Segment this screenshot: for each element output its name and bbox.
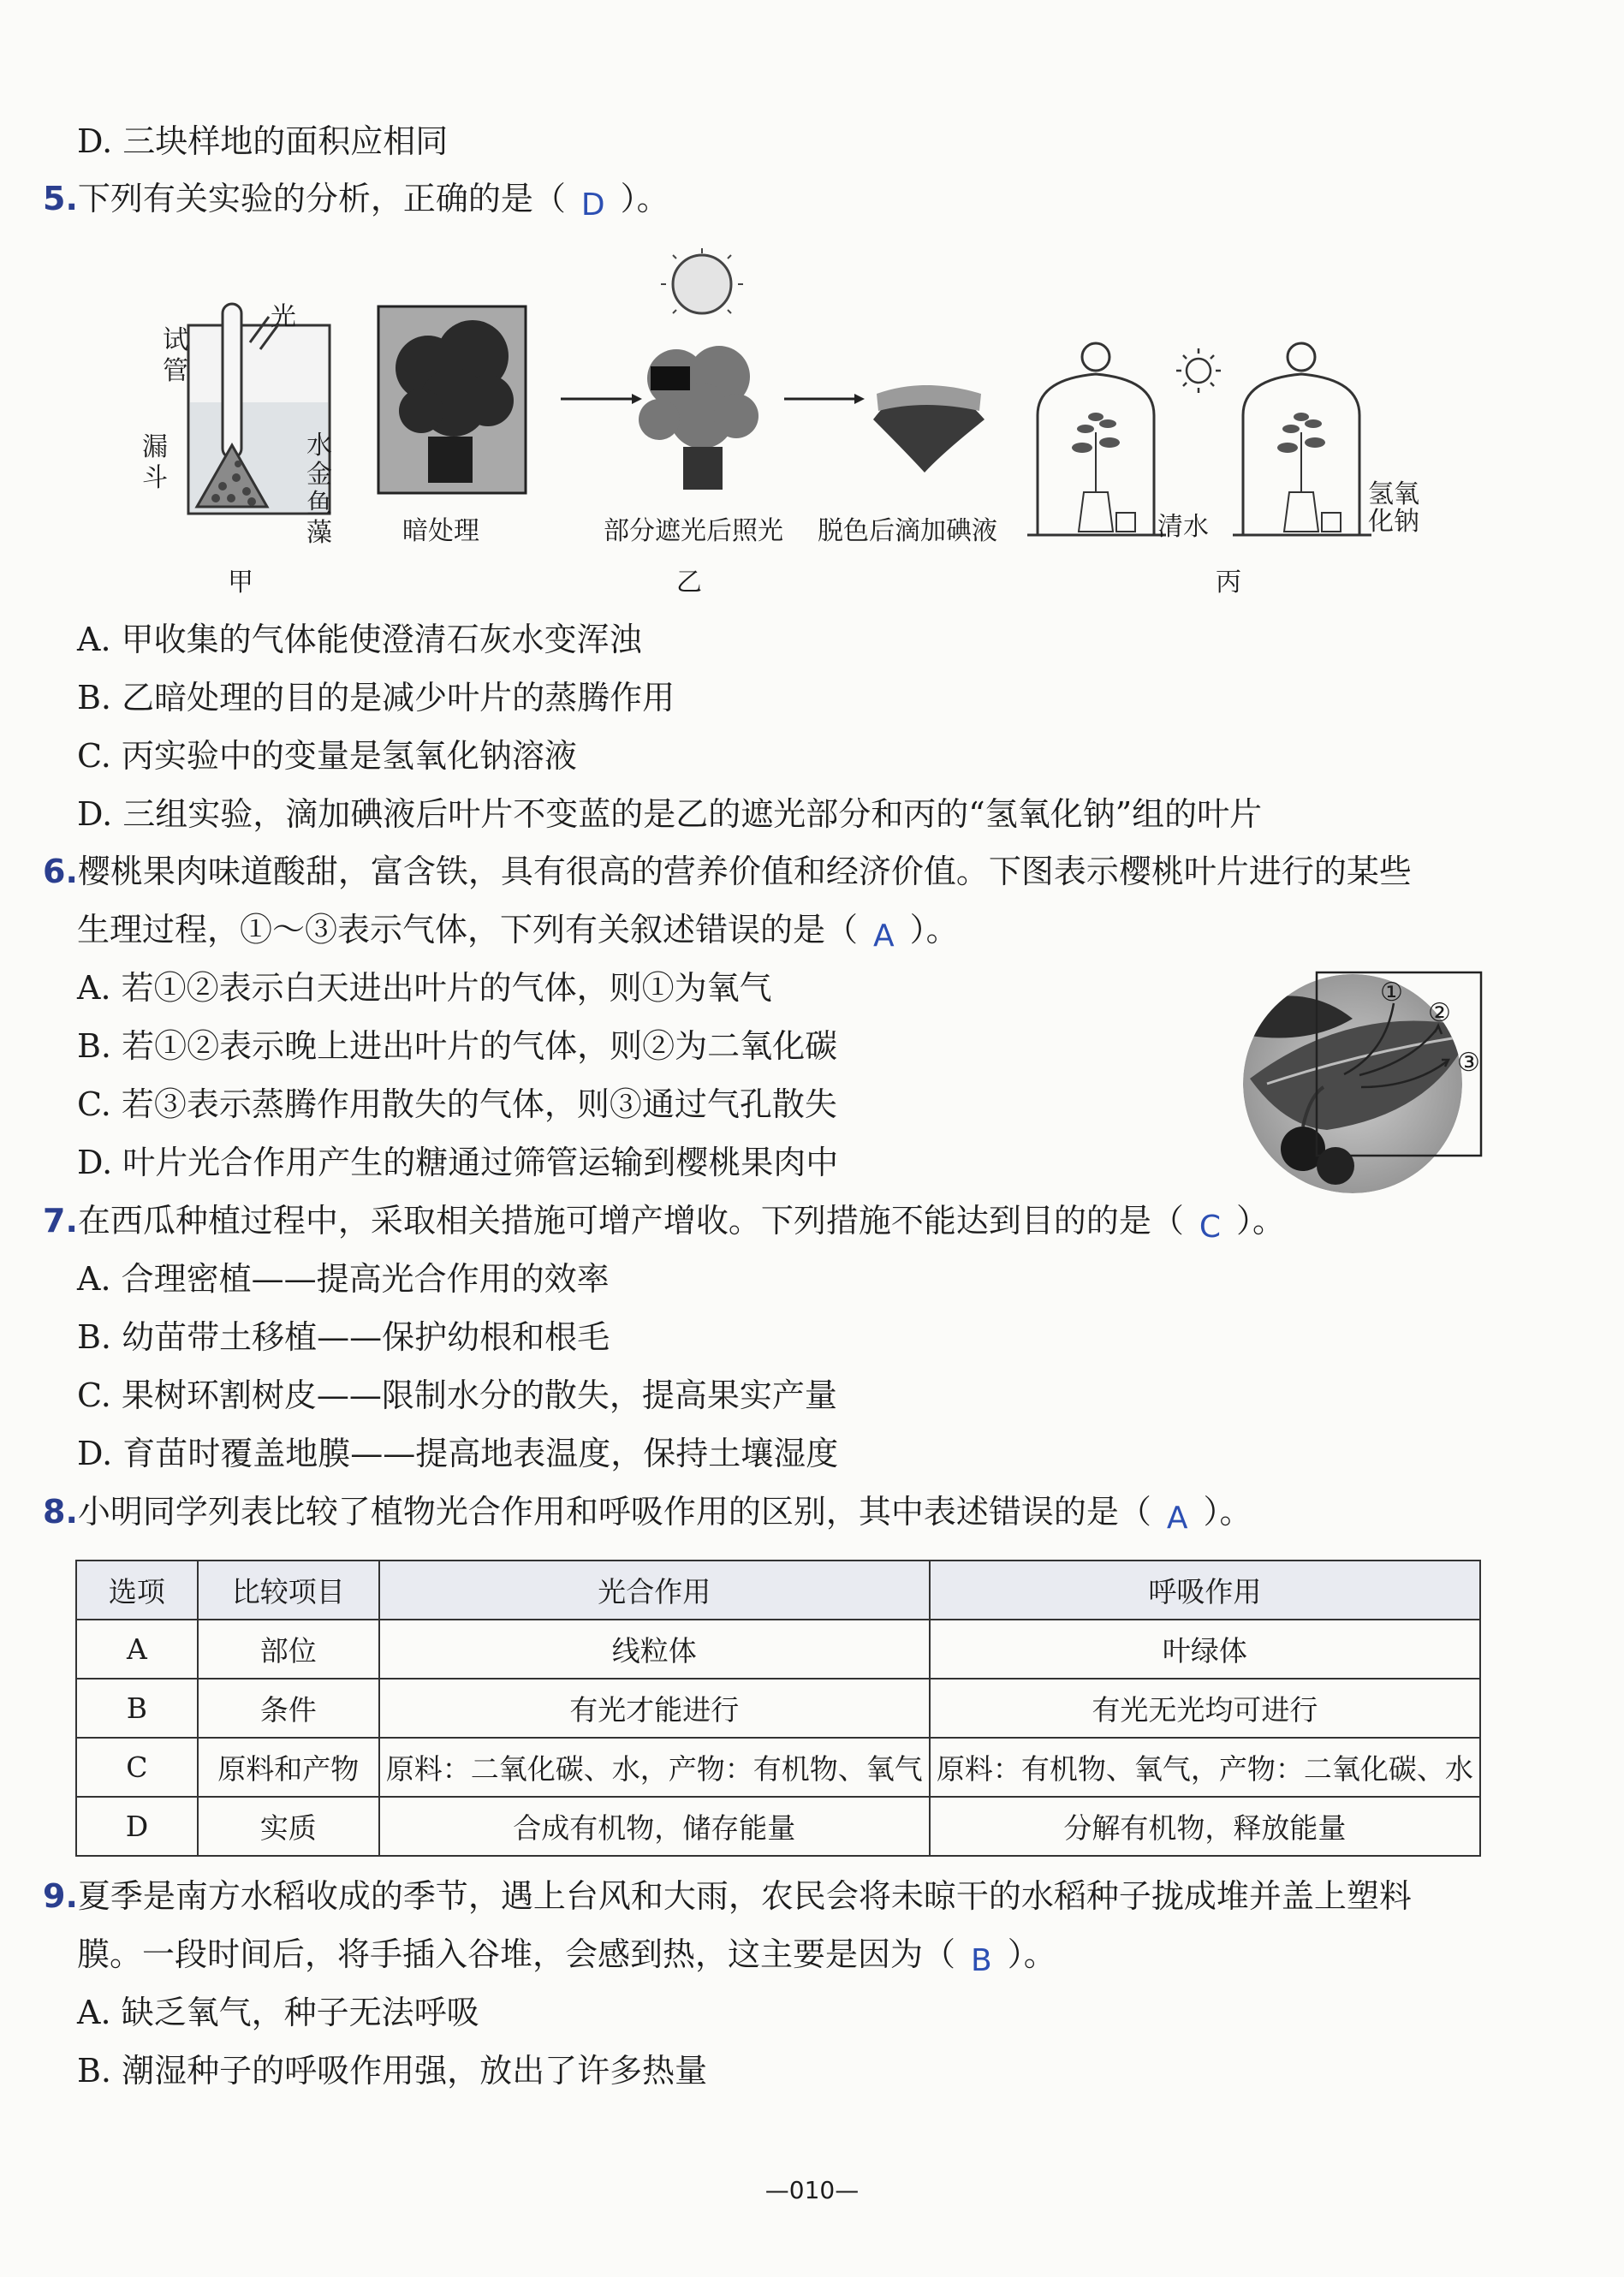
table-cell: D — [76, 1797, 198, 1856]
table-row — [76, 1679, 1480, 1738]
q6-fig-label-2: ② — [1428, 998, 1451, 1028]
table-cell: 合成有机物，储存能量 — [379, 1797, 930, 1856]
table-cell: A — [76, 1620, 198, 1679]
fig-yi-step2: 部分遮光后照光 — [604, 516, 783, 546]
fig-bing-left-label: 清水 — [1157, 512, 1209, 542]
table-cell: 实质 — [198, 1797, 379, 1856]
fig-bing-bell-jars — [1027, 338, 1421, 544]
table-cell: 条件 — [198, 1679, 379, 1738]
q9-stem-text2a: 膜。一段时间后，将手插入谷堆，会感到热，这主要是因为（ — [77, 1935, 956, 1973]
q8-answer: A — [1166, 1501, 1188, 1536]
q7-stem — [43, 1199, 1285, 1244]
table-row — [76, 1620, 1480, 1679]
fig-jia-label-funnel: 漏斗 — [142, 432, 168, 493]
q6-option-b: B. 若①②表示晚上进出叶片的气体，则②为二氧化碳 — [77, 1027, 838, 1065]
q9-stem-text1: 夏季是南方水稻收成的季节，遇上台风和大雨，农民会将未晾干的水稻种子拢成堆并盖上塑料 — [77, 1877, 1412, 1915]
q6-cherry-leaf-figure — [1233, 967, 1507, 1194]
fig-bing-caption: 丙 — [1216, 568, 1241, 597]
table-cell: 有光无光均可进行 — [930, 1679, 1480, 1738]
q9-option-b: B. 潮湿种子的呼吸作用强，放出了许多热量 — [77, 2052, 708, 2090]
fig-yi-caption: 乙 — [676, 568, 702, 597]
q7-option-d: D. 育苗时覆盖地膜——提高地表温度，保持土壤湿度 — [77, 1435, 839, 1472]
fig-yi-step3: 脱色后滴加碘液 — [818, 516, 997, 546]
table-cell: 部位 — [198, 1620, 379, 1679]
table-header-photosynthesis: 光合作用 — [379, 1561, 930, 1620]
q6-stem-text2a: 生理过程，①～③表示气体，下列有关叙述错误的是（ — [77, 911, 859, 948]
q6-stem-text1: 樱桃果肉味道酸甜，富含铁，具有很高的营养价值和经济价值。下图表示樱桃叶片进行的某些 — [77, 853, 1412, 890]
q6-fig-label-1: ① — [1380, 978, 1403, 1008]
q8-stem — [43, 1490, 1252, 1535]
q7-option-a: A. 合理密植——提高光合作用的效率 — [77, 1260, 610, 1298]
q7-stem-text-b: ）。 — [1236, 1202, 1286, 1240]
q8-stem-text-a: 小明同学列表比较了植物光合作用和呼吸作用的区别，其中表述错误的是（ — [77, 1493, 1151, 1531]
q9-option-a: A. 缺乏氧气，种子无法呼吸 — [77, 1994, 479, 2031]
fig-yi-leaf-experiment — [377, 248, 1010, 505]
fig-jia-caption: 甲 — [228, 568, 253, 597]
table-cell: 原料和产物 — [198, 1738, 379, 1797]
table-row — [76, 1738, 1480, 1797]
q5-number: 5. — [43, 180, 78, 217]
q4-option-d: D. 三块样地的面积应相同 — [77, 122, 449, 160]
q5-option-d: D. 三组实验，滴加碘液后叶片不变蓝的是乙的遮光部分和丙的“氢氧化钠”组的叶片 — [77, 795, 1263, 833]
table-cell: C — [76, 1738, 198, 1797]
fig-jia-label-water: 水 — [306, 431, 332, 461]
q5-option-a: A. 甲收集的气体能使澄清石灰水变浑浊 — [77, 621, 642, 658]
q8-comparison-table — [75, 1560, 1481, 1857]
q6-option-d: D. 叶片光合作用产生的糖通过筛管运输到樱桃果肉中 — [77, 1144, 839, 1181]
fig-yi-step1: 暗处理 — [402, 516, 479, 546]
q5-stem — [43, 177, 669, 222]
table-cell: 分解有机物，释放能量 — [930, 1797, 1480, 1856]
q6-stem-line1 — [43, 850, 1412, 893]
q6-stem-line2 — [77, 908, 959, 953]
q5-answer: D — [580, 187, 605, 223]
q8-number: 8. — [43, 1493, 78, 1531]
table-cell: B — [76, 1679, 198, 1738]
table-header-row — [76, 1561, 1480, 1620]
q5-stem-text-a: 下列有关实验的分析，正确的是（ — [77, 180, 566, 217]
fig-jia-label-light: 光 — [271, 302, 296, 332]
q7-answer: C — [1199, 1210, 1222, 1245]
table-cell: 原料：二氧化碳、水，产物：有机物、氧气 — [379, 1738, 930, 1797]
table-cell: 原料：有机物、氧气，产物：二氧化碳、水 — [930, 1738, 1480, 1797]
table-cell: 线粒体 — [379, 1620, 930, 1679]
q9-stem-line2 — [77, 1933, 1056, 1977]
q6-option-a: A. 若①②表示白天进出叶片的气体，则①为氧气 — [77, 969, 772, 1007]
q9-answer: B — [971, 1943, 992, 1978]
fig-jia-label-tube: 试管 — [163, 325, 188, 386]
q6-number: 6. — [43, 853, 78, 890]
fig-jia-label-algae: 金鱼藻 — [306, 460, 332, 548]
page-number: —010— — [764, 2176, 860, 2204]
q6-fig-label-3: ③ — [1457, 1048, 1480, 1078]
q7-number: 7. — [43, 1202, 78, 1240]
table-header-option: 选项 — [76, 1561, 198, 1620]
q6-stem-text2b: ）。 — [909, 911, 959, 948]
table-cell: 叶绿体 — [930, 1620, 1480, 1679]
fig-bing-right-label: 氢氧化钠 — [1368, 479, 1419, 537]
q7-option-b: B. 幼苗带土移植——保护幼根和根毛 — [77, 1318, 610, 1356]
table-header-respiration: 呼吸作用 — [930, 1561, 1480, 1620]
table-row — [76, 1797, 1480, 1856]
q7-stem-text-a: 在西瓜种植过程中，采取相关措施可增产增收。下列措施不能达到目的的是（ — [77, 1202, 1184, 1240]
q5-stem-text-b: ）。 — [620, 180, 669, 217]
q8-stem-text-b: ）。 — [1203, 1493, 1252, 1531]
q9-stem-line1 — [43, 1875, 1412, 1917]
q9-number: 9. — [43, 1877, 78, 1915]
table-header-item: 比较项目 — [198, 1561, 379, 1620]
q6-answer: A — [873, 919, 895, 954]
q6-option-c: C. 若③表示蒸腾作用散失的气体，则③通过气孔散失 — [77, 1085, 837, 1123]
q5-option-c: C. 丙实验中的变量是氢氧化钠溶液 — [77, 737, 577, 775]
q5-option-b: B. 乙暗处理的目的是减少叶片的蒸腾作用 — [77, 679, 675, 716]
q7-option-c: C. 果树环割树皮——限制水分的散失，提高果实产量 — [77, 1376, 837, 1414]
q9-stem-text2b: ）。 — [1007, 1935, 1056, 1973]
table-cell: 有光才能进行 — [379, 1679, 930, 1738]
